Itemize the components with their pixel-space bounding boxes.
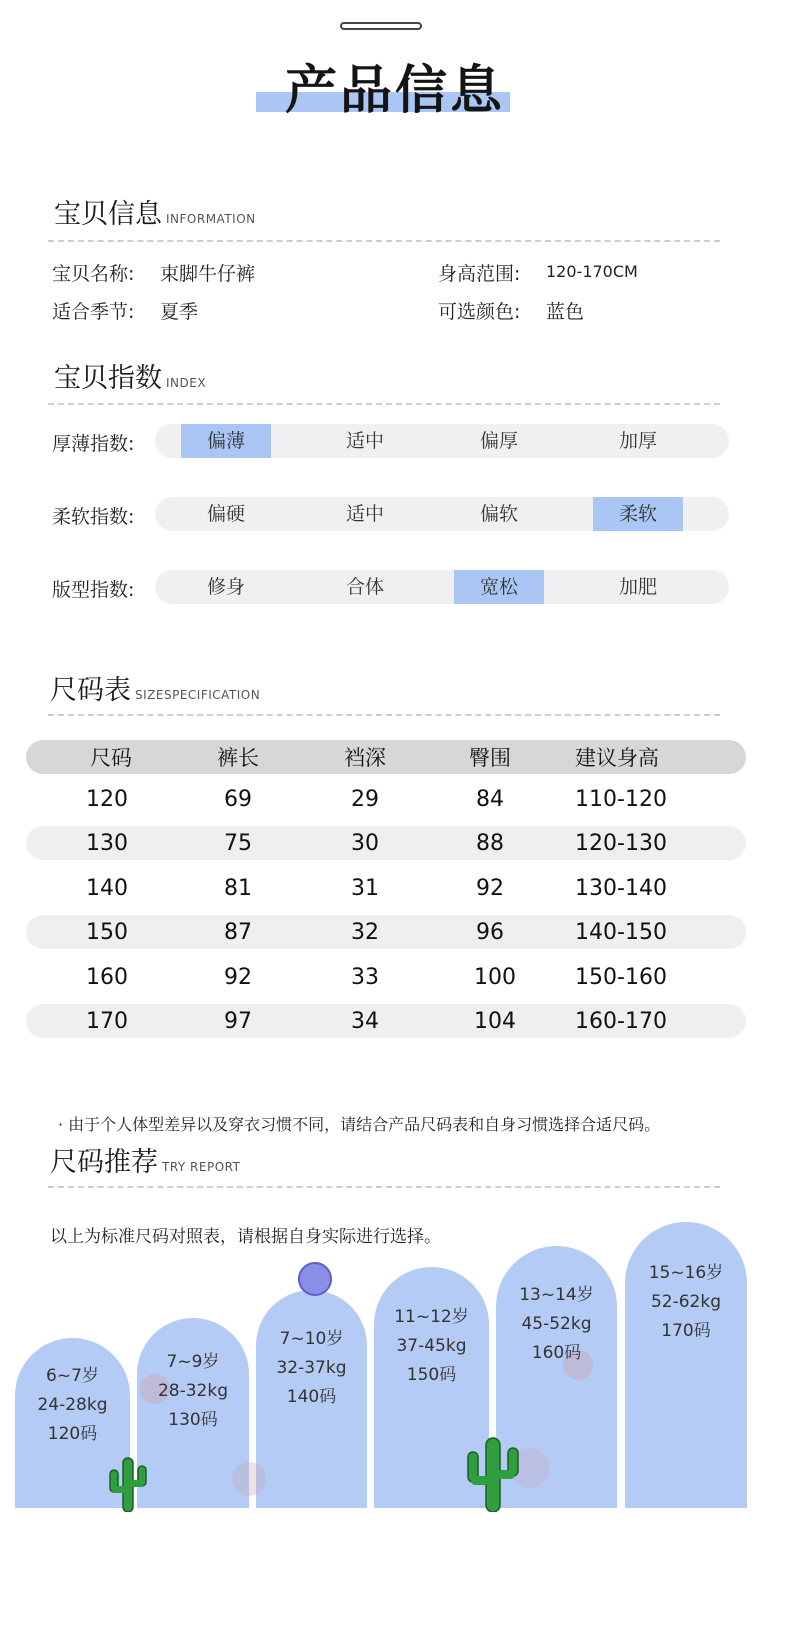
card-weight: 32-37kg bbox=[276, 1358, 347, 1378]
size-card-text bbox=[256, 1325, 367, 1412]
divider bbox=[48, 240, 720, 242]
season-value: 夏季 bbox=[160, 301, 199, 323]
card-weight: 28-32kg bbox=[157, 1381, 229, 1401]
index-option: 宽松 bbox=[454, 570, 544, 604]
size-title-en: SIZESPECIFICATION bbox=[135, 688, 261, 702]
card-size: 140码 bbox=[286, 1387, 337, 1407]
table-cell: 140-150 bbox=[575, 920, 667, 945]
recommend-title-en: TRY REPORT bbox=[162, 1160, 241, 1174]
table-cell: 100 bbox=[474, 965, 516, 990]
divider bbox=[48, 403, 720, 405]
size-card-text bbox=[625, 1259, 747, 1346]
top-handle bbox=[340, 22, 422, 30]
index-option: 柔软 bbox=[593, 497, 683, 531]
name-label: 宝贝名称: bbox=[52, 263, 135, 285]
table-cell: 96 bbox=[476, 920, 504, 945]
table-cell: 120 bbox=[86, 787, 128, 812]
divider bbox=[48, 1186, 720, 1188]
index-option: 适中 bbox=[345, 430, 384, 452]
index-option: 适中 bbox=[345, 503, 384, 525]
index-label-fit: 版型指数: bbox=[52, 579, 135, 601]
table-cell: 150-160 bbox=[575, 965, 667, 990]
card-size: 170码 bbox=[661, 1321, 711, 1341]
size-card-text bbox=[374, 1303, 489, 1390]
card-weight: 37-45kg bbox=[396, 1336, 467, 1356]
index-option: 加厚 bbox=[618, 430, 657, 452]
table-header-cell: 尺码 bbox=[90, 746, 132, 770]
divider bbox=[48, 714, 720, 716]
table-cell: 97 bbox=[224, 1009, 252, 1034]
height-value: 120-170CM bbox=[546, 262, 638, 281]
index-label-thickness: 厚薄指数: bbox=[52, 433, 135, 455]
index-option: 偏厚 bbox=[479, 430, 518, 452]
table-cell: 31 bbox=[351, 876, 379, 901]
card-size: 150码 bbox=[406, 1365, 457, 1385]
section-title-info bbox=[54, 192, 256, 231]
cactus-icon bbox=[462, 1434, 524, 1512]
card-weight: 52-62kg bbox=[650, 1292, 722, 1312]
table-cell: 150 bbox=[86, 920, 128, 945]
table-cell: 104 bbox=[474, 1009, 516, 1034]
size-title: 尺码表 bbox=[50, 675, 131, 706]
table-cell: 32 bbox=[351, 920, 379, 945]
card-size: 130码 bbox=[168, 1410, 218, 1430]
table-cell: 130 bbox=[86, 831, 128, 856]
table-cell: 88 bbox=[476, 831, 504, 856]
table-cell: 160-170 bbox=[575, 1009, 667, 1034]
table-cell: 29 bbox=[351, 787, 379, 812]
name-value: 束脚牛仔裤 bbox=[160, 263, 256, 285]
card-age: 7~10岁 bbox=[279, 1329, 344, 1349]
table-cell: 92 bbox=[476, 876, 504, 901]
size-note: · 由于个人体型差异以及穿衣习惯不同，请结合产品尺码表和自身习惯选择合适尺码。 bbox=[58, 1115, 661, 1134]
size-card-text bbox=[496, 1281, 617, 1368]
recommend-subtitle: 以上为标准尺码对照表，请根据自身实际进行选择。 bbox=[50, 1227, 441, 1247]
table-cell: 110-120 bbox=[575, 787, 667, 812]
index-option: 偏软 bbox=[479, 503, 518, 525]
table-cell: 170 bbox=[86, 1009, 128, 1034]
cactus-icon bbox=[104, 1452, 152, 1512]
table-cell: 69 bbox=[224, 787, 252, 812]
card-weight: 45-52kg bbox=[521, 1314, 592, 1334]
card-age: 15~16岁 bbox=[648, 1263, 724, 1283]
table-header-cell: 裆深 bbox=[344, 746, 386, 770]
table-header-cell: 臀围 bbox=[469, 746, 511, 770]
table-cell: 30 bbox=[351, 831, 379, 856]
table-cell: 92 bbox=[224, 965, 252, 990]
section-title-recommend bbox=[50, 1140, 240, 1179]
size-card-text bbox=[137, 1348, 249, 1435]
section-title-index bbox=[54, 356, 206, 395]
index-title-en: INDEX bbox=[166, 376, 207, 390]
table-cell: 34 bbox=[351, 1009, 379, 1034]
table-cell: 130-140 bbox=[575, 876, 667, 901]
planet-icon bbox=[298, 1262, 332, 1296]
card-age: 13~14岁 bbox=[519, 1285, 594, 1305]
card-age: 11~12岁 bbox=[394, 1307, 469, 1327]
index-option: 偏薄 bbox=[181, 424, 271, 458]
index-option: 加肥 bbox=[618, 576, 657, 598]
recommend-title: 尺码推荐 bbox=[50, 1147, 158, 1178]
card-size: 120码 bbox=[47, 1424, 98, 1444]
index-title: 宝贝指数 bbox=[54, 363, 162, 394]
size-card-text bbox=[15, 1362, 130, 1449]
table-cell: 120-130 bbox=[575, 831, 667, 856]
planet-decoration bbox=[232, 1462, 266, 1496]
card-weight: 24-28kg bbox=[37, 1395, 108, 1415]
index-option: 合体 bbox=[345, 576, 384, 598]
card-age: 6~7岁 bbox=[46, 1366, 99, 1386]
card-size: 160码 bbox=[531, 1343, 582, 1363]
table-header-cell: 裤长 bbox=[217, 746, 259, 770]
index-option: 偏硬 bbox=[206, 503, 245, 525]
season-label: 适合季节: bbox=[52, 301, 135, 323]
table-cell: 140 bbox=[86, 876, 128, 901]
table-cell: 81 bbox=[224, 876, 252, 901]
table-cell: 160 bbox=[86, 965, 128, 990]
info-title: 宝贝信息 bbox=[54, 199, 162, 230]
table-cell: 87 bbox=[224, 920, 252, 945]
table-cell: 75 bbox=[224, 831, 252, 856]
color-label: 可选颜色: bbox=[438, 301, 521, 323]
page-title: 产品信息 bbox=[284, 61, 505, 121]
section-title-size bbox=[50, 668, 260, 707]
height-label: 身高范围: bbox=[438, 263, 521, 285]
index-label-softness: 柔软指数: bbox=[52, 506, 135, 528]
info-title-en: INFORMATION bbox=[166, 212, 256, 226]
table-cell: 33 bbox=[351, 965, 379, 990]
index-option: 修身 bbox=[206, 576, 245, 598]
color-value: 蓝色 bbox=[546, 301, 585, 323]
table-cell: 84 bbox=[476, 787, 504, 812]
card-age: 7~9岁 bbox=[166, 1352, 220, 1372]
table-header-cell: 建议身高 bbox=[575, 746, 659, 770]
